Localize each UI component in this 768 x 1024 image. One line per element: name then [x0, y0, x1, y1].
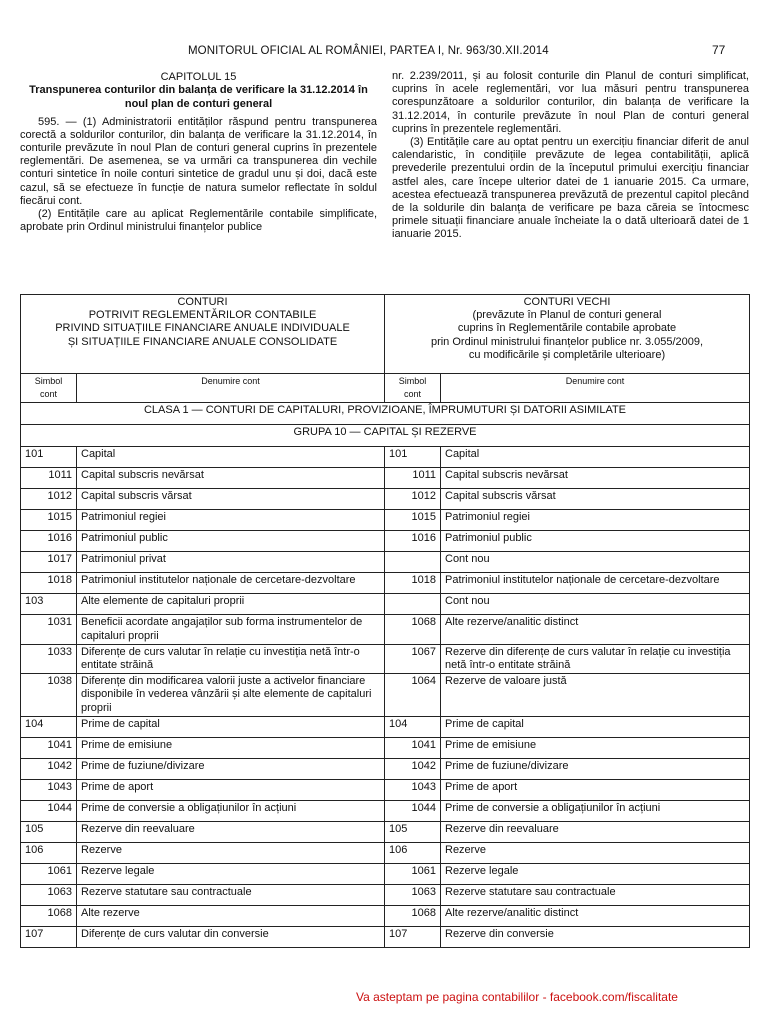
- new-account-name: Prime de capital: [77, 716, 385, 737]
- old-account-name: Cont nou: [441, 552, 750, 573]
- old-account-symbol: 107: [385, 926, 441, 947]
- old-account-symbol: [385, 552, 441, 573]
- left-text-column: [20, 70, 377, 234]
- old-account-symbol: 1042: [385, 758, 441, 779]
- new-account-name: Capital subscris vărsat: [77, 489, 385, 510]
- new-account-name: Prime de conversie a obligațiunilor în acțiuni: [77, 800, 385, 821]
- old-account-symbol: 1061: [385, 863, 441, 884]
- chapter-title: Transpunerea conturilor din balanța de verificare la 31.12.2014 în noul plan de conturi general: [29, 84, 368, 110]
- old-account-symbol: 104: [385, 716, 441, 737]
- new-account-symbol: 104: [21, 716, 77, 737]
- gazette-title: MONITORUL OFICIAL AL ROMÂNIEI, PARTEA I, Nr. 963/30.XII.2014: [188, 45, 549, 57]
- new-account-name: Patrimoniul regiei: [77, 510, 385, 531]
- new-account-symbol: 1033: [21, 644, 77, 673]
- old-account-name: Prime de fuziune/divizare: [441, 758, 750, 779]
- old-account-symbol: 1041: [385, 737, 441, 758]
- table-row: [21, 573, 750, 594]
- new-account-name: Beneficii acordate angajaților sub forma instrumentelor de capitaluri proprii: [77, 615, 385, 644]
- chapter-number: CAPITOLUL 15: [160, 71, 237, 83]
- old-account-symbol: 1068: [385, 615, 441, 644]
- page-header: [0, 45, 768, 61]
- old-account-name: Alte rezerve/analitic distinct: [441, 905, 750, 926]
- new-account-symbol: 1015: [21, 510, 77, 531]
- class-heading-row: [21, 403, 750, 425]
- new-account-symbol: 1031: [21, 615, 77, 644]
- old-account-name: Rezerve de valoare justă: [441, 674, 750, 717]
- new-account-symbol: 107: [21, 926, 77, 947]
- old-account-symbol: 1067: [385, 644, 441, 673]
- new-account-name: Prime de fuziune/divizare: [77, 758, 385, 779]
- table-row: [21, 905, 750, 926]
- new-account-symbol: 1011: [21, 468, 77, 489]
- old-symbol-column-header: Simbol cont: [385, 374, 441, 403]
- new-account-symbol: 105: [21, 821, 77, 842]
- old-account-name: Prime de capital: [441, 716, 750, 737]
- table-row: [21, 842, 750, 863]
- old-account-symbol: 1063: [385, 884, 441, 905]
- new-accounts-header: CONTURI POTRIVIT REGLEMENTĂRILOR CONTABILE PRIVIND SITUAȚIILE FINANCIARE ANUALE INDIVIDUALE ȘI SITUAȚIILE FINANCIARE ANUALE CONSOLIDATE: [21, 295, 385, 374]
- new-account-symbol: 106: [21, 842, 77, 863]
- table-row: [21, 821, 750, 842]
- new-account-symbol: 1043: [21, 779, 77, 800]
- table-row: [21, 615, 750, 644]
- article-595-para-2-continued: nr. 2.239/2011, și au folosit conturile din Planul de conturi simplificat, cuprins în acele reglementări, vor lua măsuri pentru transpunerea corespunzătoare a soldurilor conturilor, din balanța de verificare la 31.12.2014, în conturile prevăzute în noul Plan de conturi general cuprins în prezentele reglementări.: [392, 70, 749, 135]
- old-account-name: Cont nou: [441, 594, 750, 615]
- new-account-name: Rezerve legale: [77, 863, 385, 884]
- table-row: [21, 779, 750, 800]
- class-1-heading: CLASA 1 — CONTURI DE CAPITALURI, PROVIZIOANE, ÎMPRUMUTURI ȘI DATORII ASIMILATE: [21, 403, 750, 425]
- table-row: [21, 926, 750, 947]
- new-account-symbol: 1038: [21, 674, 77, 717]
- old-account-symbol: 1012: [385, 489, 441, 510]
- new-account-symbol: 1068: [21, 905, 77, 926]
- new-account-name: Alte rezerve: [77, 905, 385, 926]
- table-row: [21, 737, 750, 758]
- table-subheader-row: [21, 374, 750, 403]
- new-account-name: Diferențe de curs valutar în relație cu investiția netă într-o entitate străină: [77, 644, 385, 673]
- new-account-name: Rezerve din reevaluare: [77, 821, 385, 842]
- old-accounts-header: CONTURI VECHI (prevăzute în Planul de conturi general cuprins în Reglementările contabile aprobate prin Ordinul ministrului finanțelor publice nr. 3.055/2009, cu modificările și completările ulterioare): [385, 295, 750, 374]
- new-symbol-column-header: Simbol cont: [21, 374, 77, 403]
- new-account-name: Prime de emisiune: [77, 737, 385, 758]
- new-name-column-header: Denumire cont: [77, 374, 385, 403]
- group-heading-row: [21, 425, 750, 447]
- old-account-name: Rezerve: [441, 842, 750, 863]
- old-account-symbol: 1043: [385, 779, 441, 800]
- new-account-symbol: 103: [21, 594, 77, 615]
- old-account-symbol: 1044: [385, 800, 441, 821]
- old-account-name: Capital subscris nevărsat: [441, 468, 750, 489]
- old-account-name: Prime de conversie a obligațiunilor în acțiuni: [441, 800, 750, 821]
- new-account-symbol: 101: [21, 447, 77, 468]
- old-account-name: Patrimoniul public: [441, 531, 750, 552]
- old-account-symbol: 1018: [385, 573, 441, 594]
- new-account-name: Alte elemente de capitaluri proprii: [77, 594, 385, 615]
- old-account-symbol: 1011: [385, 468, 441, 489]
- new-account-symbol: 1044: [21, 800, 77, 821]
- new-account-symbol: 1016: [21, 531, 77, 552]
- old-account-symbol: 1068: [385, 905, 441, 926]
- article-595-para-2: (2) Entitățile care au aplicat Reglementările contabile simplificate, aprobate prin Ordinul ministrului finanțelor publice: [20, 208, 377, 234]
- table-row: [21, 594, 750, 615]
- new-account-symbol: 1063: [21, 884, 77, 905]
- account-rows: [21, 447, 750, 947]
- old-account-name: Capital subscris vărsat: [441, 489, 750, 510]
- new-account-name: Patrimoniul institutelor naționale de cercetare-dezvoltare: [77, 573, 385, 594]
- table-row: [21, 447, 750, 468]
- old-account-symbol: 106: [385, 842, 441, 863]
- new-account-name: Capital: [77, 447, 385, 468]
- table-row: [21, 468, 750, 489]
- table-row: [21, 644, 750, 673]
- page-number: 77: [712, 43, 726, 57]
- table-row: [21, 884, 750, 905]
- table-row: [21, 510, 750, 531]
- article-595-para-1: 595. — (1) Administratorii entităților răspund pentru transpunerea corectă a soldurilor conturilor, din balanța de verificare la 31.12.2014, în conturile prevăzute în noul Plan de conturi general cuprins în prezentele reglementări. De asemenea, se va urmări ca transpunerea din vechile conturi sintetice în noile conturi sintetice de gradul unu și doi, dacă este cazul, să se efectueze în funcție de natura sumelor reflectate în soldul fiecărui cont.: [20, 115, 377, 207]
- old-account-name: Capital: [441, 447, 750, 468]
- old-account-name: Prime de emisiune: [441, 737, 750, 758]
- old-account-symbol: 1016: [385, 531, 441, 552]
- new-account-name: Diferențe de curs valutar din conversie: [77, 926, 385, 947]
- old-account-name: Patrimoniul regiei: [441, 510, 750, 531]
- old-account-name: Rezerve din conversie: [441, 926, 750, 947]
- new-account-symbol: 1042: [21, 758, 77, 779]
- old-account-symbol: 1064: [385, 674, 441, 717]
- table-row: [21, 552, 750, 573]
- new-account-name: Diferențe din modificarea valorii juste a activelor financiare disponibile în vederea vânzării și alte elemente de capitaluri proprii: [77, 674, 385, 717]
- table-row: [21, 758, 750, 779]
- old-account-name: Rezerve din reevaluare: [441, 821, 750, 842]
- account-conversion-table: [20, 294, 750, 948]
- new-account-symbol: 1017: [21, 552, 77, 573]
- new-account-name: Rezerve: [77, 842, 385, 863]
- table-row: [21, 674, 750, 717]
- new-account-symbol: 1012: [21, 489, 77, 510]
- new-account-name: Capital subscris nevărsat: [77, 468, 385, 489]
- old-account-symbol: 101: [385, 447, 441, 468]
- promo-footer[interactable]: Va asteptam pe pagina contabililor - facebook.com/fiscalitate: [356, 990, 678, 1004]
- old-account-symbol: 1015: [385, 510, 441, 531]
- old-account-name: Patrimoniul institutelor naționale de cercetare-dezvoltare: [441, 573, 750, 594]
- article-595-para-3: (3) Entitățile care au optat pentru un exercițiu financiar diferit de anul calendaristic, în condițiile prevăzute de legea contabilității, aplică prevederile prezentului ordin de la începutul primului exercițiu financiar astfel ales, care începe ulterior datei de 1 ianuarie 2015. Ca urmare, acestea efectuează transpunerea prevăzută de prezentul capitol plecând de la soldurile din balanța de verificare pe baza căreia se întocmesc primele situații financiare anuale încheiate la o dată ulterioară datei de 1 ianuarie 2015.: [392, 136, 749, 241]
- old-account-name: Rezerve statutare sau contractuale: [441, 884, 750, 905]
- old-account-symbol: 105: [385, 821, 441, 842]
- new-account-name: Rezerve statutare sau contractuale: [77, 884, 385, 905]
- table-row: [21, 531, 750, 552]
- table-row: [21, 489, 750, 510]
- new-account-symbol: 1041: [21, 737, 77, 758]
- new-account-name: Patrimoniul public: [77, 531, 385, 552]
- old-account-name: Rezerve legale: [441, 863, 750, 884]
- old-account-name: Alte rezerve/analitic distinct: [441, 615, 750, 644]
- new-account-name: Prime de aport: [77, 779, 385, 800]
- new-account-symbol: 1061: [21, 863, 77, 884]
- new-account-name: Patrimoniul privat: [77, 552, 385, 573]
- table-header-row: [21, 295, 750, 374]
- new-account-symbol: 1018: [21, 573, 77, 594]
- old-account-symbol: [385, 594, 441, 615]
- old-account-name: Prime de aport: [441, 779, 750, 800]
- right-text-column: [392, 70, 749, 242]
- table-row: [21, 716, 750, 737]
- old-name-column-header: Denumire cont: [441, 374, 750, 403]
- table-row: [21, 800, 750, 821]
- old-account-name: Rezerve din diferențe de curs valutar în relație cu investiția netă într-o entitate străină: [441, 644, 750, 673]
- group-10-heading: GRUPA 10 — CAPITAL ȘI REZERVE: [21, 425, 750, 447]
- table-row: [21, 863, 750, 884]
